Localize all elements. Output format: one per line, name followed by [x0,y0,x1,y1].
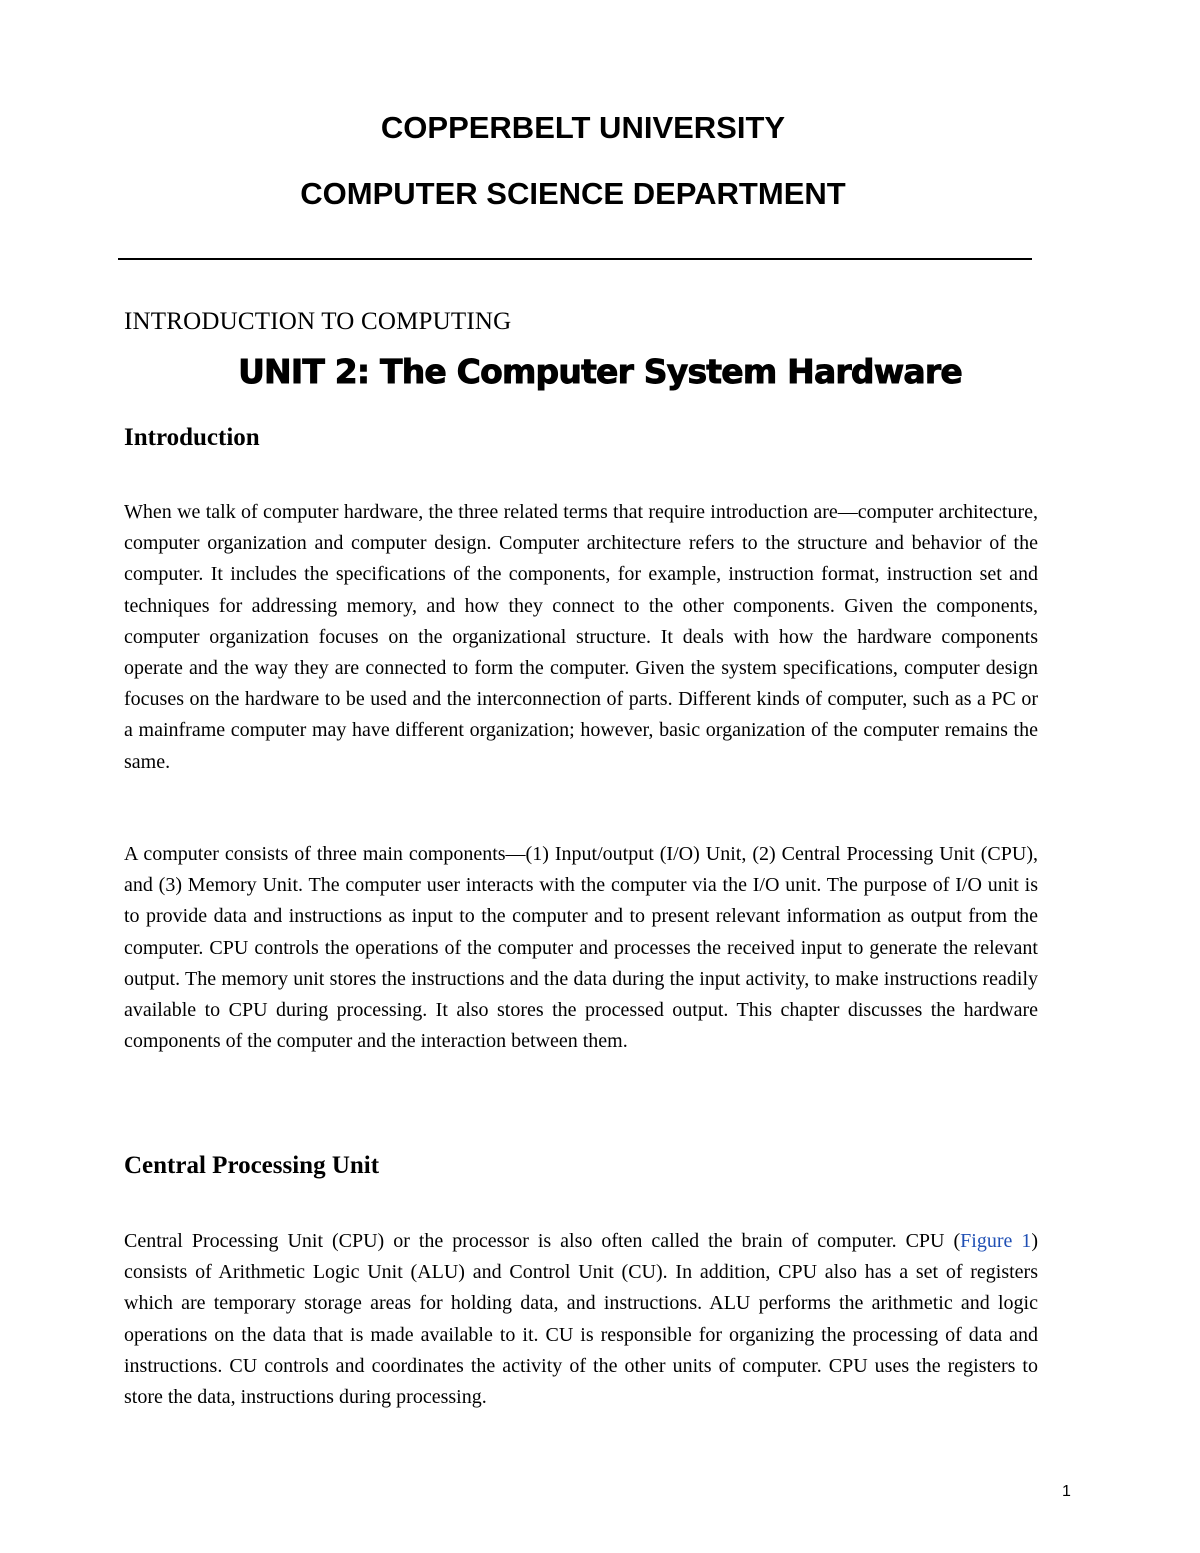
header-divider [118,258,1032,260]
university-name: COPPERBELT UNIVERSITY [380,110,786,145]
introduction-heading: Introduction [124,424,260,451]
course-title: INTRODUCTION TO COMPUTING [124,308,512,335]
figure-1-link[interactable]: Figure 1 [960,1230,1032,1252]
unit-title: UNIT 2: The Computer System Hardware [238,352,962,391]
cpu-paragraph-start: Central Processing Unit (CPU) or the processor is also often called the brain of computer. CPU ( [124,1230,961,1252]
department-name: COMPUTER SCIENCE DEPARTMENT [300,176,846,211]
cpu-heading: Central Processing Unit [124,1152,380,1179]
introduction-paragraph-2: A computer consists of three main components—(1) Input/output (I/O) Unit, (2) Central Processing Unit (CPU), and (3) Memory Unit. The computer user interacts with the computer via the I/O unit. The purpose of I/O unit is to provide data and instructions as input to the computer and to present relevant information as output from the computer. CPU controls the operations of the computer and processes the received input to generate the relevant output. The memory unit stores the instructions and the data during the input activity, to make instructions readily available to CPU during processing. It also stores the processed output. This chapter discusses the hardware components of the computer and the interaction between them. [124,843,1038,1053]
cpu-paragraph-end: ) consists of Arithmetic Logic Unit (ALU) and Control Unit (CU). In addition, CPU also has a set of registers which are temporary storage areas for holding data, and instructions. ALU performs the arithmetic and logic operations on the data that is made available to it. CU is responsible for organizing the processing of data and instructions. CU controls and coordinates the activity of the other units of computer. CPU uses the registers to store the data, instructions during processing. [124,1230,1038,1409]
page-number: 1 [1062,1483,1071,1500]
cpu-paragraph [124,1226,1038,1413]
introduction-paragraph-1: When we talk of computer hardware, the three related terms that require introduction are—computer architecture, computer organization and computer design. Computer architecture refers to the structure and behavior of the computer. It includes the specifications of the components, for example, instruction format, instruction set and techniques for addressing memory, and how they connect to the other components. Given the components, computer organization focuses on the organizational structure. It deals with how the hardware components operate and the way they are connected to form the computer. Given the system specifications, computer design focuses on the hardware to be used and the interconnection of parts. Different kinds of computer, such as a PC or a mainframe computer may have different organization; however, basic organization of the computer remains the same. [124,501,1038,773]
